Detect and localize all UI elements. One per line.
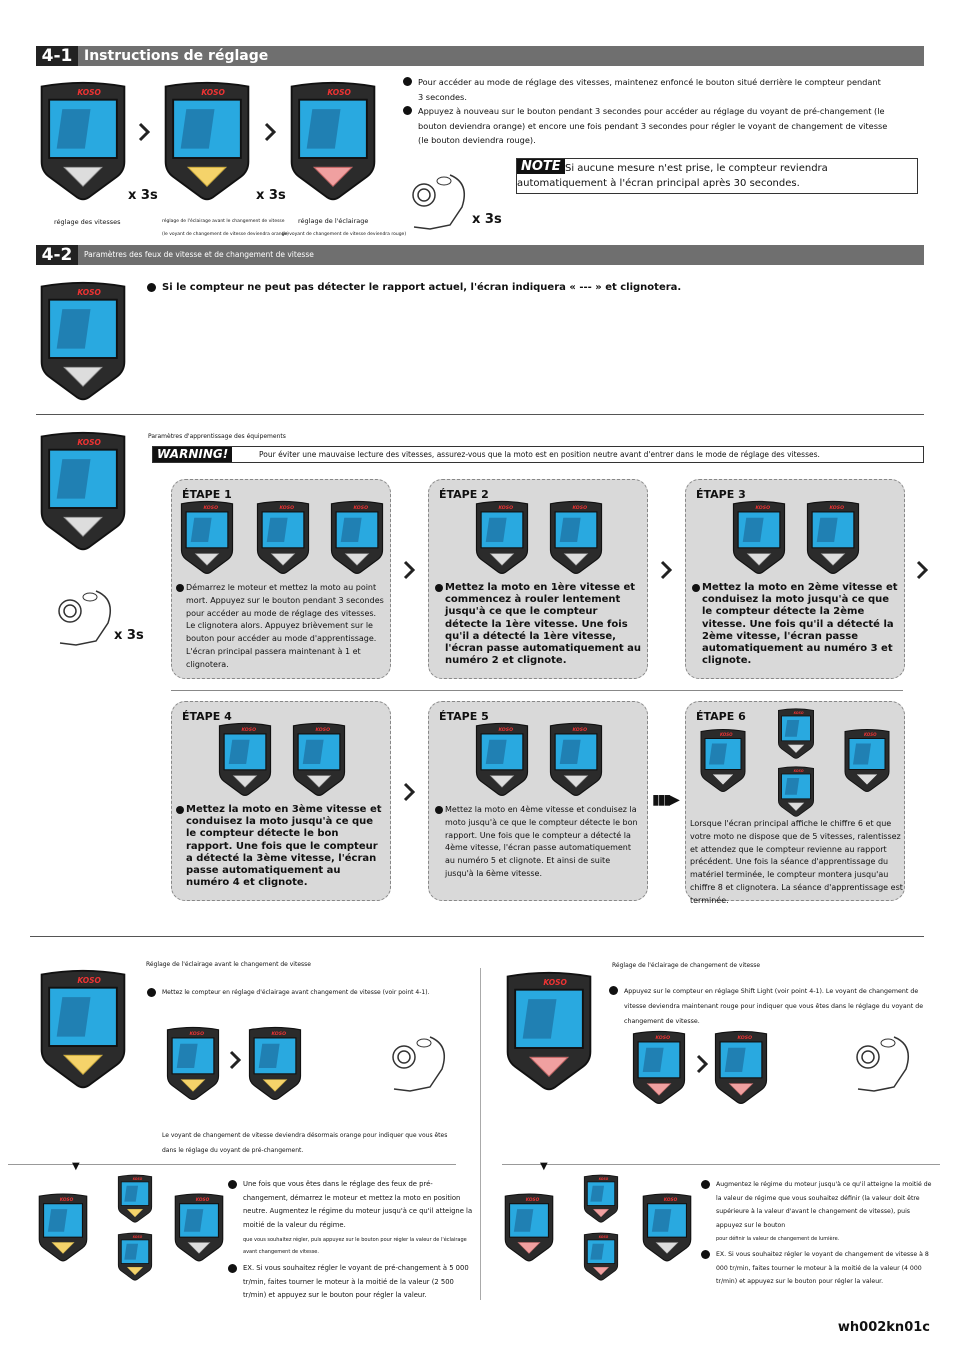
meter-gear-setting [36, 80, 130, 204]
section-4-1-header [36, 46, 924, 66]
step-text: Démarrez le moteur et mettez la moto au point mort. Appuyez sur le bouton pendant 3 secondes pour accéder au mode de réglage des vitesses. Le clignotera alors. Appuyez brièvement sur le bouton pour accéder au mode d'apprentissage. L'écran principal passera maintenant à 1 et clignotera. [186, 582, 384, 672]
meter-thumb [547, 500, 605, 576]
learning-title: Paramètres d'apprentissage des équipements [148, 433, 286, 440]
meter-thumb [582, 1232, 620, 1282]
meter-thumb [164, 1026, 222, 1102]
step-label: ÉTAPE 2 [439, 488, 489, 501]
step-5 [428, 701, 648, 901]
button-press-hand-icon [56, 584, 126, 654]
meter-shift-setting [286, 80, 380, 204]
down-arrow-icon: ▼ [540, 1161, 548, 1172]
step-6 [685, 701, 905, 905]
meter-thumb [730, 500, 788, 576]
meter-thumb [776, 708, 816, 760]
meter-thumb [547, 722, 605, 798]
hold-3s-label: x 3s [472, 212, 502, 227]
step-label: ÉTAPE 6 [696, 710, 746, 723]
preshift-mid-text: Le voyant de changement de vitesse deviendra désormais orange pour indiquer que vous êtes dans le réglage du voyant de pré-changement. [162, 1132, 448, 1154]
step-label: ÉTAPE 5 [439, 710, 489, 723]
step-text: Mettez la moto en 4ème vitesse et conduisez la moto jusqu'à ce que le compteur détecte le bon rapport. Une fois que le compteur a détecté la 4ème vitesse, l'écran passe automatiquement au numéro 5 et clignote. Et ainsi de suite jusqu'à la 6ème vitesse. [445, 804, 641, 881]
multi-arrow-icon: ▮▮▮▶ [652, 792, 678, 808]
bullet-text: Appuyez sur le compteur en réglage Shift Light (voir point 4-1). Le voyant de changement de vitesse deviendra maintenant rouge pour indiquer que vous êtes dans le réglage du voyant de changement de vitesse. [624, 984, 924, 1029]
note-box [516, 158, 918, 194]
right-arrow-icon [403, 560, 415, 580]
meter-thumb [630, 1030, 688, 1106]
divider [502, 1164, 940, 1165]
meter-thumb [804, 500, 862, 576]
caption-shift: réglage de l'éclairage [298, 217, 369, 225]
section-title: Instructions de réglage [84, 48, 269, 64]
meter-thumb [582, 1174, 620, 1224]
button-press-hand-icon [390, 1030, 460, 1100]
bullet-text: EX. Si vous souhaitez régler le voyant de pré-changement à 5 000 tr/min, faites tourner le moteur à la moitié de la valeur (2 500 tr/min) et appuyez sur le bouton pour régler la valeur. [243, 1262, 475, 1303]
meter-thumb [473, 722, 531, 798]
button-press-hand-icon [410, 168, 480, 238]
section-number: 4-1 [36, 46, 78, 66]
caption-preshift: réglage de l'éclairage avant le changement de vitesse [162, 219, 285, 224]
meter-thumb [216, 722, 274, 798]
meter-thumb [640, 1192, 694, 1264]
caption-preshift-note: (le voyant de changement de vitesse deviendra orange) [162, 232, 289, 237]
meter-thumb [254, 500, 312, 576]
right-arrow-icon [264, 122, 276, 142]
meter-thumb [116, 1174, 154, 1224]
column-divider [480, 968, 481, 1300]
step-label: ÉTAPE 1 [182, 488, 232, 501]
hold-3s-label: x 3s [128, 188, 158, 203]
bullet-text: EX. Si vous souhaitez régler le voyant de changement de vitesse à 8 000 tr/min, faites tourner le moteur à la moitié de la valeur (4 000 tr/min) et appuyez sur le bouton pour régler la valeur. [716, 1248, 936, 1289]
step-label: ÉTAPE 4 [182, 710, 232, 723]
step-1 [171, 479, 391, 679]
meter-dash-display [36, 280, 130, 404]
meter-preshift [36, 968, 130, 1092]
step-4 [171, 701, 391, 901]
meter-thumb [502, 1192, 556, 1264]
step-3 [685, 479, 905, 679]
divider [30, 936, 924, 937]
meter-neutral [36, 430, 130, 554]
bullet-text: Appuyez à nouveau sur le bouton pendant 3 secondes pour accéder au réglage du voyant de pré-changement (le bouton deviendra orange) et encore une fois pendant 3 secondes pour régler le voyant de changement de vitesse (le bouton deviendra rouge). [418, 104, 888, 148]
hold-3s-label: x 3s [114, 628, 144, 643]
meter-thumb [116, 1232, 154, 1282]
note-tag: NOTE [517, 159, 565, 174]
meter-thumb [328, 500, 386, 576]
button-press-hand-icon [854, 1030, 924, 1100]
shift-subtext: pour définir la valeur de changement de lumière. [716, 1236, 840, 1242]
step-label: ÉTAPE 3 [696, 488, 746, 501]
meter-thumb [178, 500, 236, 576]
meter-thumb [473, 500, 531, 576]
note-text: Si aucune mesure n'est prise, le compteur reviendra automatiquement à l'écran principal après 30 secondes. [517, 163, 828, 189]
preshift-subtext: que vous souhaitez régler, puis appuyez sur le bouton pour régler la valeur de l'éclairage avant changement de vitesse. [243, 1237, 467, 1255]
meter-thumb [172, 1192, 226, 1264]
bullet-text: Augmentez le régime du moteur jusqu'à ce qu'il atteigne la moitié de la valeur de régime que vous souhaitez définir (la valeur doit être supérieure à la valeur d'avant le changement de vitesse), puis appuyez sur le bouton [716, 1178, 936, 1232]
meter-thumb [842, 728, 892, 794]
bullet-text: Une fois que vous êtes dans le réglage des feux de pré-changement, démarrez le moteur et mettez la moto en position neutre. Augmentez le régime du moteur jusqu'à ce qu'il atteigne la moitié de la valeur du régime. [243, 1178, 475, 1232]
bullet-text: Si le compteur ne peut pas détecter le rapport actuel, l'écran indiquera « --- » et clignotera. [162, 281, 862, 296]
meter-thumb [776, 766, 816, 818]
caption-gear: réglage des vitesses [54, 218, 121, 226]
warning-tag: WARNING! [153, 447, 232, 462]
right-arrow-icon [229, 1050, 241, 1070]
meter-thumb [290, 722, 348, 798]
document-code: wh002kn01c [837, 1320, 930, 1335]
meter-thumb [698, 728, 748, 794]
preshift-title: Réglage de l'éclairage avant le changement de vitesse [146, 961, 311, 968]
right-arrow-icon [660, 560, 672, 580]
meter-thumb [36, 1192, 90, 1264]
meter-thumb [246, 1026, 304, 1102]
down-arrow-icon: ▼ [72, 1161, 80, 1172]
step-text: Mettez la moto en 3ème vitesse et conduisez la moto jusqu'à ce que le compteur détecte le bon rapport. Une fois que le compteur a détecté la 3ème vitesse, l'écran passe automatiquement au numéro 4 et clignote. [186, 804, 386, 889]
warning-text: Pour éviter une mauvaise lecture des vitesses, assurez-vous que la moto est en position neutre avant d'entrer dans le mode de réglage des vitesses. [259, 450, 820, 459]
right-arrow-icon [916, 560, 928, 580]
section-4-2-header [36, 245, 924, 265]
divider [36, 414, 924, 415]
step-2 [428, 479, 648, 679]
right-arrow-icon [138, 122, 150, 142]
meter-shift [502, 970, 596, 1094]
right-arrow-icon [696, 1054, 708, 1074]
bullet-text: Mettez le compteur en réglage d'éclairage avant changement de vitesse (voir point 4-1). [162, 986, 462, 1001]
step-text: Lorsque l'écran principal affiche le chiffre 6 et que votre moto ne dispose que de 5 vitesses, ralentissez et attendez que le compteur revienne au rapport précédent. Une fois la séance d'apprentissage du matériel terminée, le compteur montera jusqu'au chiffre 8 et clignotera. La séance d'apprentissage est terminée. [690, 819, 903, 905]
meter-preshift-setting [160, 80, 254, 204]
divider [171, 690, 903, 691]
meter-thumb [712, 1030, 770, 1106]
section-number: 4-2 [36, 245, 78, 265]
warning-box [152, 446, 924, 463]
step-text: Mettez la moto en 1ère vitesse et commencez à rouler lentement jusqu'à ce que le compteur détecte la 1ère vitesse. Une fois qu'il a détecté la 1ère vitesse, l'écran passe automatiquement au numéro 2 et clignote. [445, 582, 641, 667]
right-arrow-icon [403, 782, 415, 802]
bullet-text: Pour accéder au mode de réglage des vitesses, maintenez enfoncé le bouton situé derrière le compteur pendant 3 secondes. [418, 75, 888, 104]
shift-title: Réglage de l'éclairage de changement de vitesse [612, 962, 761, 969]
caption-shift-note: (le voyant de changement de vitesse deviendra rouge) [282, 232, 407, 237]
section-title: Paramètres des feux de vitesse et de changement de vitesse [84, 250, 314, 259]
hold-3s-label: x 3s [256, 188, 286, 203]
step-text: Mettez la moto en 2ème vitesse et conduisez la moto jusqu'à ce que le compteur détecte la 2ème vitesse. Une fois qu'il a détecté la 2ème vitesse, l'écran passe automatiquement au numéro 3 et clignote. [702, 582, 898, 667]
